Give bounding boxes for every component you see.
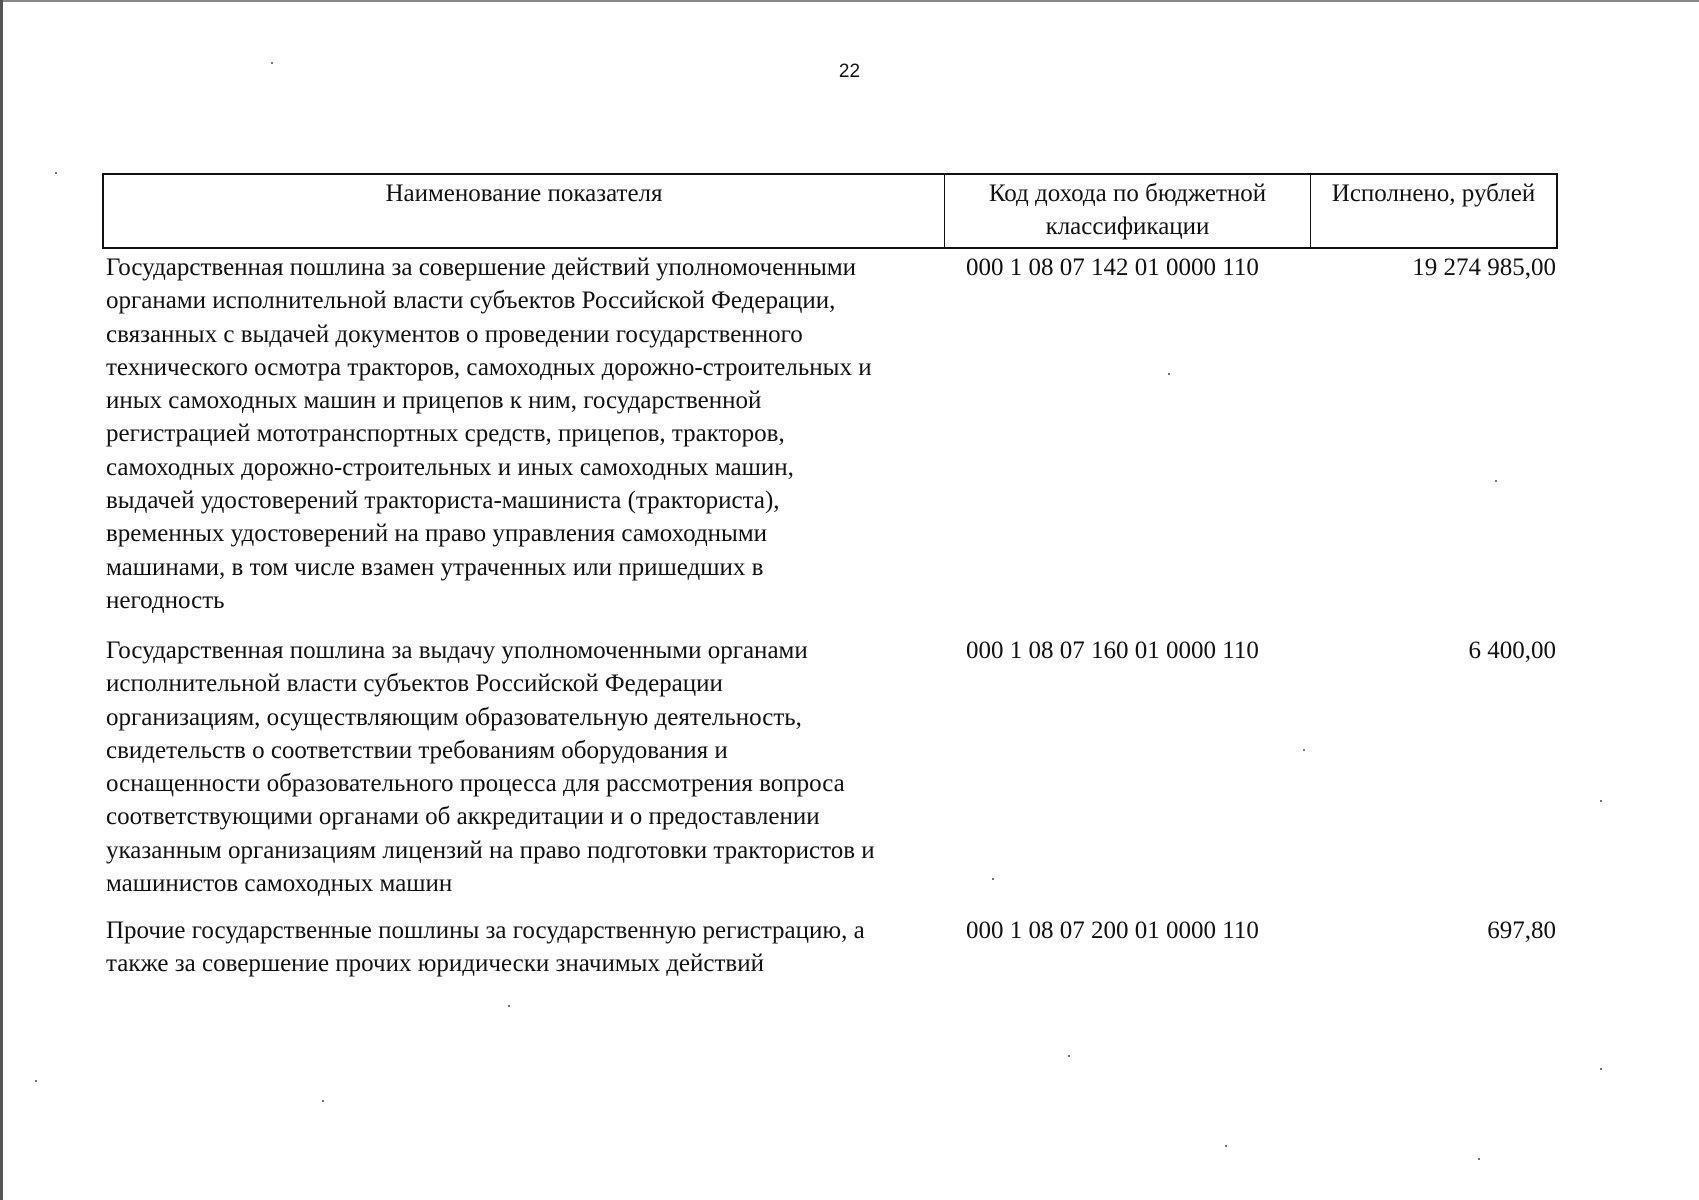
scan-speck (1225, 1145, 1227, 1147)
header-executed (1310, 175, 1556, 247)
scan-speck (1478, 1158, 1480, 1160)
row-executed-amount: 697,80 (1487, 917, 1556, 944)
name-line: Государственная пошлина за выдачу уполномоченными органами (106, 637, 808, 664)
row-revenue-code: 000 1 08 07 142 01 0000 110 (966, 254, 1259, 281)
header-revenue-code (944, 175, 1310, 247)
name-line: выдачей удостоверений тракториста-машиниста (тракториста), (106, 487, 780, 515)
scan-left-edge (0, 0, 3, 1200)
name-line: органами исполнительной власти субъектов Российской Федерации, (106, 287, 836, 315)
scan-speck (508, 1005, 510, 1007)
name-line: также за совершение прочих юридически значимых действий (106, 950, 764, 978)
name-line: самоходных дорожно-строительных и иных самоходных машин, (106, 453, 794, 481)
row-executed-amount: 19 274 985,00 (1412, 254, 1556, 281)
name-line: организациям, осуществляющим образовательную деятельность, (106, 703, 802, 731)
header-revenue-code-line1: Код дохода по бюджетной (988, 180, 1267, 207)
scan-speck (322, 1100, 324, 1102)
scan-speck (1168, 373, 1170, 375)
name-line: машинами, в том числе взамен утраченных или пришедших в (106, 553, 764, 581)
scan-speck (1303, 749, 1305, 751)
name-line: иных самоходных машин и прицепов к ним, государственной (106, 387, 762, 415)
name-line: свидетельств о соответствии требованиям оборудования и (106, 736, 728, 764)
name-line: соответствующими органами об аккредитации и о предоставлении (106, 803, 820, 831)
page-number: 22 (838, 61, 861, 82)
header-indicator-name (104, 175, 944, 247)
name-line: Прочие государственные пошлины за государственную регистрацию, а (106, 917, 865, 944)
row-indicator-name (106, 634, 946, 900)
name-line: оснащенности образовательного процесса для рассмотрения вопроса (106, 770, 845, 798)
scan-speck (271, 62, 273, 64)
scan-speck (1600, 1068, 1602, 1070)
name-line: негодность (106, 586, 225, 614)
row-revenue-code: 000 1 08 07 160 01 0000 110 (966, 637, 1259, 664)
revenue-table (102, 173, 1558, 978)
header-indicator-name-label: Наименование показателя (385, 180, 663, 207)
row-indicator-name (106, 251, 946, 617)
row-revenue-code: 000 1 08 07 200 01 0000 110 (966, 917, 1259, 944)
name-line: технического осмотра тракторов, самоходных дорожно-строительных и (106, 353, 872, 381)
name-line: временных удостоверений на право управления самоходными (106, 520, 768, 548)
header-revenue-code-line2: классификации (1045, 213, 1210, 240)
scan-speck (1495, 480, 1497, 482)
name-line: указанным организациям лицензий на право подготовки трактористов и (106, 836, 875, 864)
name-line: исполнительной власти субъектов Российской Федерации (106, 670, 723, 698)
name-line: связанных с выдачей документов о проведении государственного (106, 320, 803, 348)
table-header-row (102, 173, 1558, 249)
scan-speck (35, 1080, 37, 1082)
scan-speck (1068, 1055, 1070, 1057)
row-executed-amount: 6 400,00 (1468, 637, 1556, 664)
row-indicator-name (106, 914, 946, 981)
scan-speck (992, 878, 994, 880)
header-executed-label: Исполнено, рублей (1331, 180, 1536, 207)
scan-speck (1600, 800, 1602, 802)
name-line: регистрацией мототранспортных средств, прицепов, тракторов, (106, 420, 785, 448)
scan-top-edge (0, 0, 1699, 6)
name-line: Государственная пошлина за совершение действий уполномоченными (106, 254, 857, 281)
name-line: машинистов самоходных машин (106, 870, 453, 898)
scan-speck (55, 172, 57, 174)
